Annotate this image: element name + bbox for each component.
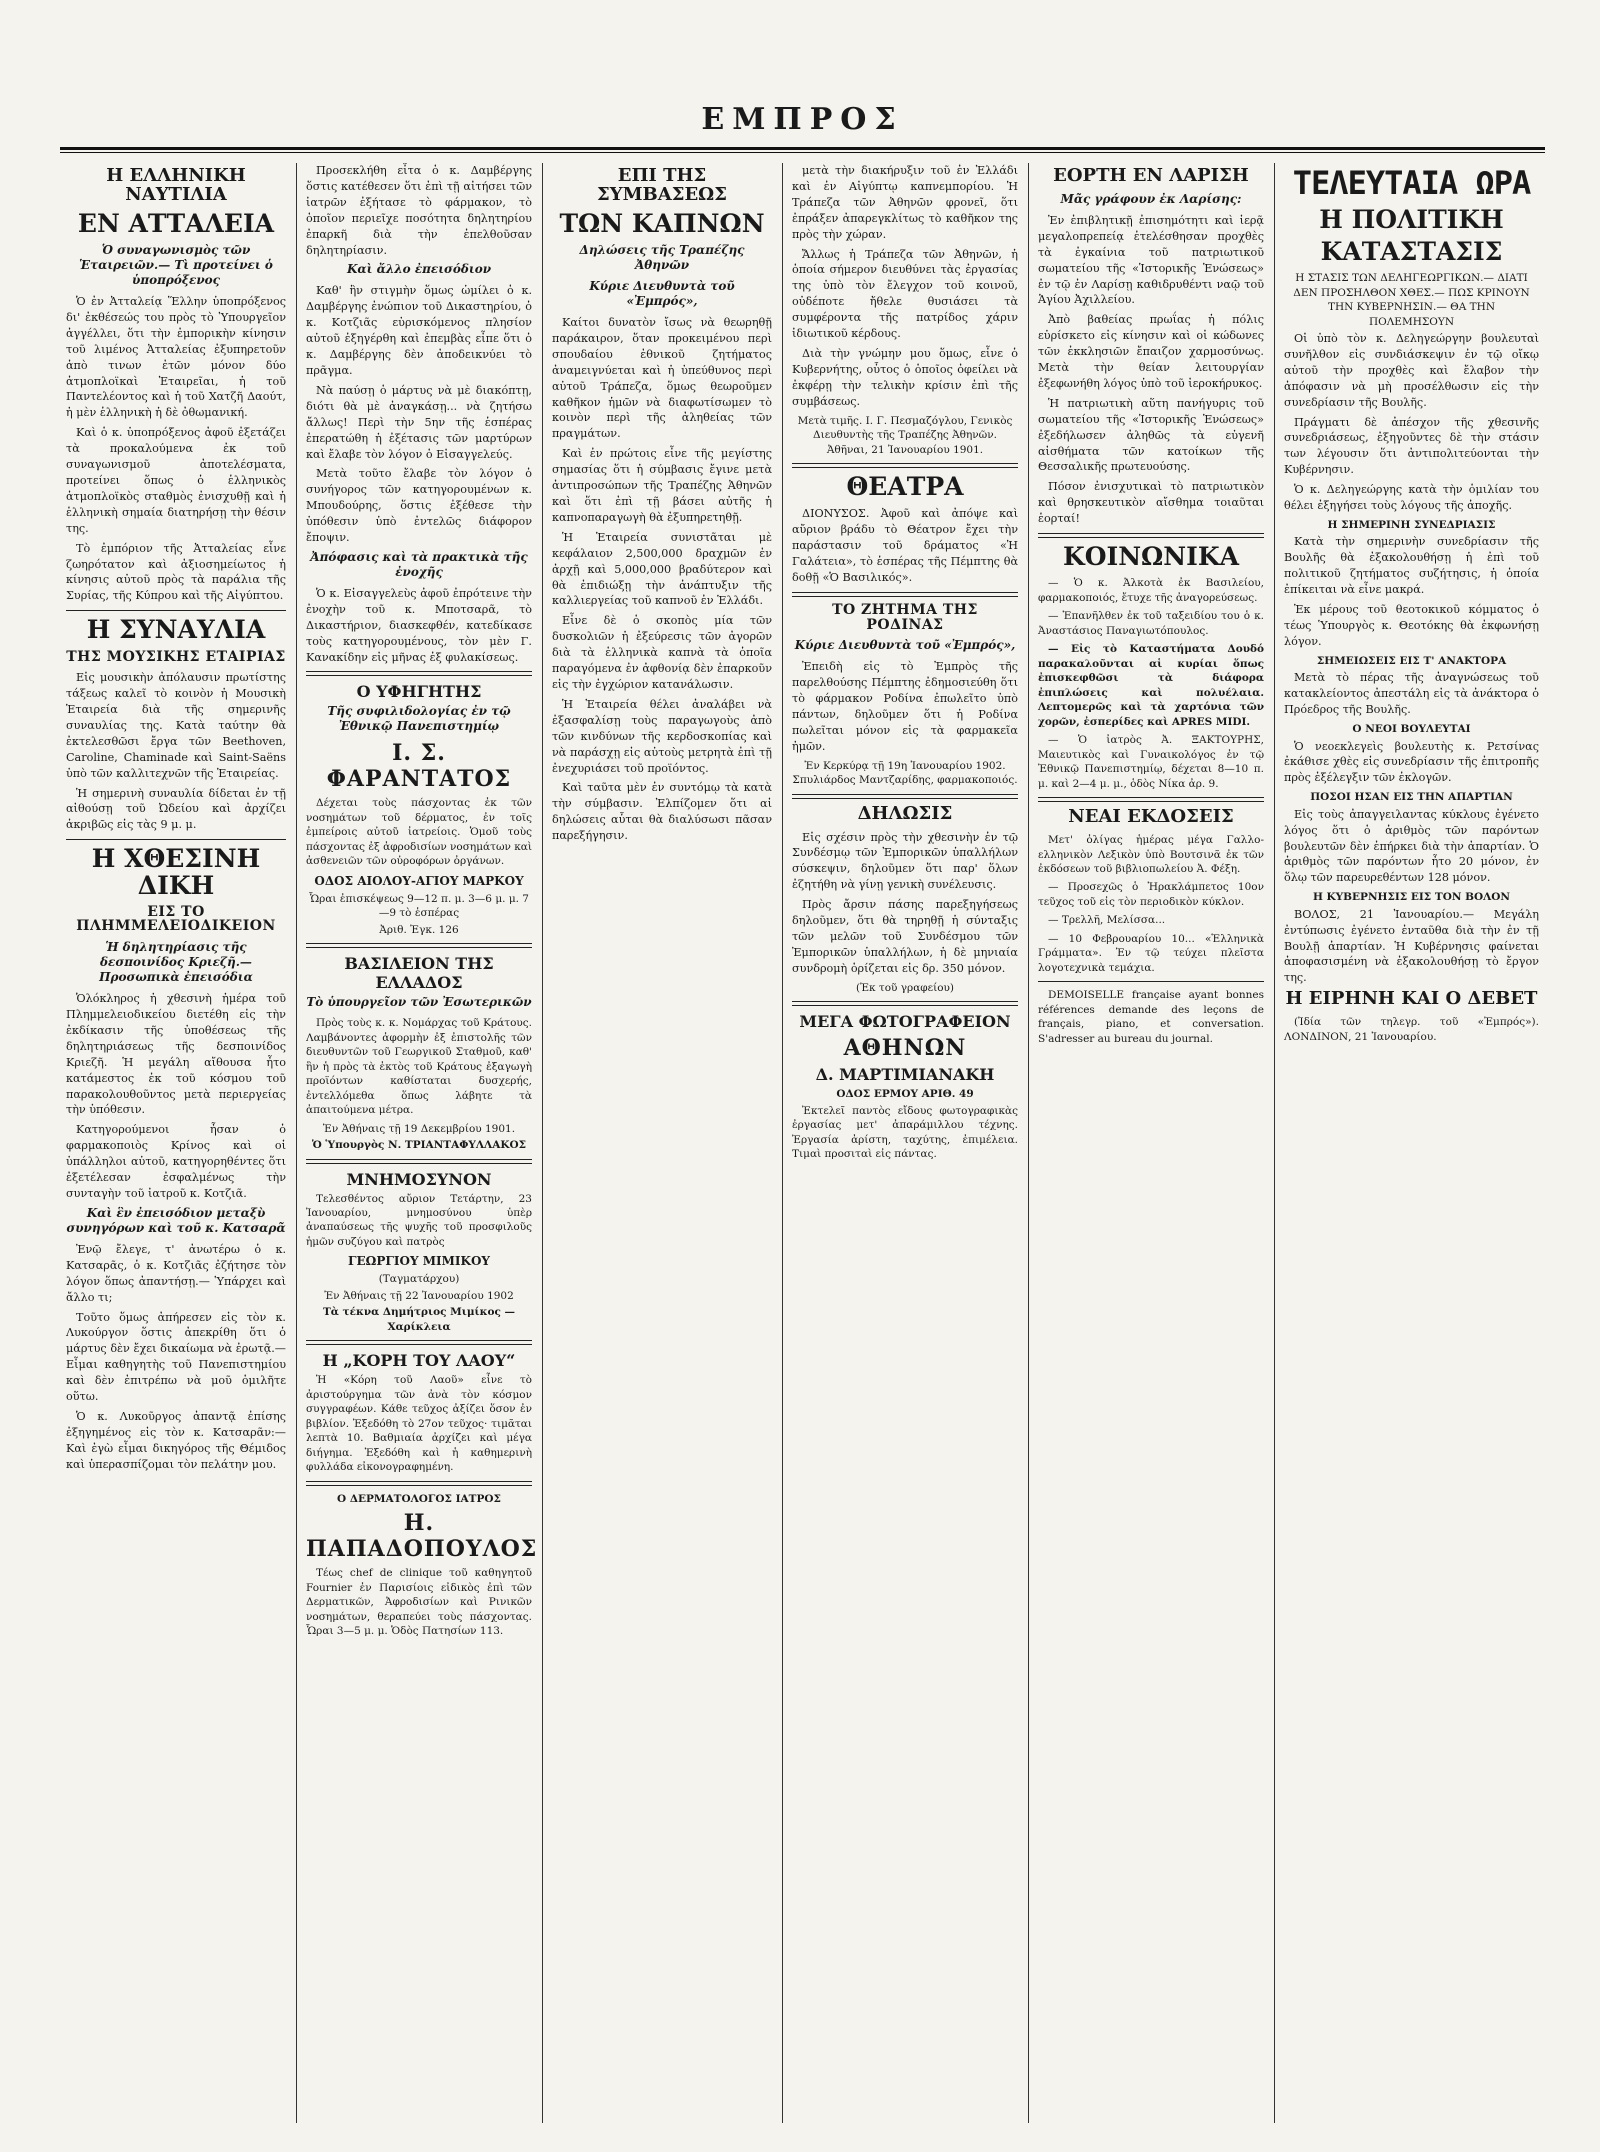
declaration-signature: (Ἐκ τοῦ γραφείου) (855, 981, 955, 994)
article-paragraph: Καὶ ἐν πρώτοις εἶνε τῆς μεγίστης σημασίας ὅτι ἡ σύμβασις ἔγινε μετὰ ἀντιπροσώπων τῆς Τραπέζης Ἀθηνῶν καὶ ὅτι ἐπὶ τῇ βάσει αὐτῆς ἡ καπνοπαραγωγὴ θὰ ἐξυπηρετηθῇ. (552, 447, 772, 524)
article-paragraph: (Ἰδία τῶν τηλεγρ. τοῦ «Ἐμπρός»). ΛΟΝΔΙΝΟΝ, 21 Ἰανουαρίου. (1284, 1016, 1539, 1043)
article-paragraph: Κατηγορούμενοι ἦσαν ὁ φαρμακοποιὸς Κρίνος καὶ οἱ ὑπάλληλοι αὐτοῦ, κατηγορηθέντες ὅτι ἐξετέλεσαν ἐσφαλμένως τὴν συνταγὴν τοῦ ἰατροῦ κ. Κοτζιᾶ. (66, 1123, 286, 1200)
notice-signature: Ὁ Ὑπουργὸς Ν. ΤΡΙΑΝΤΑΦΥΛΛΑΚΟΣ (311, 1139, 527, 1152)
notice-title: ΒΑΣΙΛΕΙΟΝ ΤΗΣ ΕΛΛΑΔΟΣ (344, 954, 494, 993)
column-2 (300, 163, 538, 2123)
article-paragraph: Μετὰ τὸ πέρας τῆς ἀναγνώσεως τοῦ κατακλείοντος ἀπεστάλη εἰς τὰ ἀνάκτορα ὁ Πρόεδρος τῆς Βουλῆς. (1284, 671, 1539, 717)
article-paragraph: Ἡ Ἑταιρεία θέλει ἀναλάβει νὰ ἐξασφαλίσῃ τοὺς παραγωγοὺς ἀπὸ τῶν κινδύνων τῆς κερδοσκοπίας καὶ νὰ παράσχῃ εἰς αὐτοὺς μετρητὰ ἐπὶ τῇ ἐνεχυριάσει τοῦ προϊόντος. (552, 697, 772, 775)
ad-name: Δ. ΜΑΡΤΙΜΙΑΝΑΚΗ (815, 1065, 995, 1085)
headline-larisa: ΕΟΡΤΗ ΕΝ ΛΑΡΙΣΗ (1053, 165, 1249, 186)
section-heading: ΣΗΜΕΙΩΣΕΙΣ ΕΙΣ Τ' ΑΝΑΚΤΟΡΑ (1316, 654, 1507, 667)
memorial-signature: Τὰ τέκνα Δημήτριος Μιμίκος — Χαρίκλεια (322, 1306, 516, 1333)
column-divider (782, 163, 783, 2123)
article-paragraph: Προσεκλήθη εἶτα ὁ κ. Δαμβέργης ὅστις κατέθεσεν ὅτι ἐπὶ τῇ αἰτήσει τῶν ἰατρῶν ἐξήτασε τὸ φάρμακον, τὸ ὁποῖον περιεῖχε ποσότητα δηλητηρίου ἐπαρκῆ διὰ τὴν ἐπελθοῦσαν δηλητηρίασιν. (306, 164, 532, 257)
headline-politics: Η ΠΟΛΙΤΙΚΗ (1319, 204, 1504, 234)
headline-tobacco-sub: ΤΩΝ ΚΑΠΝΩΝ (559, 208, 765, 238)
ad-title: Ο ΥΦΗΓΗΤΗΣ (356, 682, 482, 702)
article-paragraph: Πόσον ἐνισχυτικαὶ τὸ πατριωτικὸν καὶ θρησκευτικὸν αἴσθημα τοιαῦται ἑορταί! (1038, 480, 1264, 526)
article-paragraph: Εἶνε δὲ ὁ σκοπὸς μία τῶν δυσκολιῶν ἡ ἐξεύρεσις τῶν ἀγορῶν διὰ τὰ ἑλληνικὰ καπνὰ τὰ ὁποῖα παραγόμενα ἐν ἀφθονίᾳ δὲν ἐπαρκοῦν εἰς τὴν ἐγχώριον κατανάλωσιν. (552, 614, 772, 691)
headline-rodina: ΤΟ ΖΗΤΗΜΑ ΤΗΣ ΡΟΔΙΝΑΣ (832, 601, 978, 633)
notice-body: Πρὸς τοὺς κ. κ. Νομάρχας τοῦ Κράτους. Λαμβάνοντες ἀφορμὴν ἐξ ἐπιστολῆς τῶν διευθυντῶν τοῦ Γεωργικοῦ Σταθμοῦ, καθ' ἣν ἡ πρὸς τὰ ἐκτὸς τοῦ Κράτους ἐξαγωγὴ προϊόντων καθίσταται δυσχερής, ἐντελλόμεθα ὅπως λάβητε τὰ ἀπαιτούμενα μέτρα. (306, 1017, 532, 1117)
news-item: — Ὁ κ. Ἀλκοτὰ ἐκ Βασιλείου, φαρμακοποιός, ἔτυχε τῆς ἀναγορεύσεως. (1038, 577, 1264, 604)
ad-body: Τέως chef de clinique τοῦ καθηγητοῦ Fournier ἐν Παρισίοις εἰδικὸς ἐπὶ τῶν Δερματικῶν, Ἀφροδισίων καὶ Ρινικῶν νοσημάτων, θεραπεύει τοὺς πάσχοντας. Ὧραι 3—5 μ. μ. Ὁδὸς Πατησίων 113. (306, 1567, 532, 1637)
article-paragraph: Καὶ ταῦτα μὲν ἐν συντόμῳ τὰ κατὰ τὴν σύμβασιν. Ἐλπίζομεν ὅτι αἱ δηλώσεις αὗται θὰ διαλύσωσι πᾶσαν παρεξήγησιν. (552, 781, 772, 843)
headline-last-hour: ΤΕΛΕΥΤΑΙΑ ΩΡΑ (1292, 164, 1531, 202)
ad-name: Η. ΠΑΠΑΔΟΠΟΥΛΟΣ (306, 1510, 538, 1563)
advertisement-doctor (306, 1492, 538, 1639)
letter-salutation: Κύριε Διευθυντὰ τοῦ «Ἐμπρός», (794, 638, 1016, 653)
notice-subtitle: Τὸ ὑπουργεῖον τῶν Ἐσωτερικῶν (306, 995, 532, 1010)
letter-signature: Ἐν Κερκύρᾳ τῇ 19η Ἰανουαρίου 1902. Σπυλιάρδος Μαντζαρίδης, φαρμακοποιός. (792, 759, 1018, 787)
subheadline: Καὶ ἄλλο ἐπεισόδιον (346, 262, 492, 277)
divider (1038, 533, 1264, 538)
advertisement-novel (306, 1351, 532, 1474)
masthead (60, 95, 1545, 145)
ad-address: ΟΔΟΣ ΑΙΟΛΟΥ-ΑΓΙΟΥ ΜΑΡΚΟΥ (314, 873, 524, 888)
divider (792, 592, 1018, 597)
section-heading: ΠΟΣΟΙ ΗΣΑΝ ΕΙΣ ΤΗΝ ΑΠΑΡΤΙΑΝ (1310, 791, 1513, 804)
article-paragraph: Ὁ νεοεκλεγεὶς βουλευτὴς κ. Ρετσίνας ἐκάθισε χθὲς εἰς συνεδρίασιν τῆς ἐπιτροπῆς πρὸς ἐξέλεγξιν τῶν ἐκλογῶν. (1284, 739, 1539, 785)
subheadline: Δηλώσεις τῆς Τραπέζης Ἀθηνῶν (579, 243, 745, 273)
article-paragraph: Πρὸς ἄρσιν πάσης παρεξηγήσεως δηλοῦμεν, ὅτι θὰ τηρηθῇ ἡ σύνταξις τῶν μελῶν τοῦ Συνδέσμου τῶν Ἐμπορικῶν ὑπαλλήλων, ἡ δὲ μηνιαία συνδρομὴ ὁρίζεται εἰς δρ. 350 μόνον. (792, 898, 1018, 975)
divider (1038, 797, 1264, 802)
headline-shipping: Η ΕΛΛΗΝΙΚΗ ΝΑΥΤΙΛΙΑ (106, 165, 246, 205)
column-5 (1032, 163, 1270, 2123)
column-3 (546, 163, 778, 2123)
headline-tobacco: ΕΠΙ ΤΗΣ ΣΥΜΒΑΣΕΩΣ (597, 165, 727, 205)
article-paragraph: Ὁ κ. Λυκοῦργος ἀπαντᾷ ἐπίσης ἐξηγημένος εἰς τὸν κ. Κατσαρᾶν:— Καὶ ἐγὼ εἶμαι δικηγόρος τῆς Θέμιδος καὶ ὑπερασπίζομαι τὸν πελάτην μου. (66, 1409, 286, 1471)
article-paragraph: Πράγματι δὲ ἀπέσχον τῆς χθεσινῆς συνεδριάσεως, ἐξηγοῦντες δὲ τὴν στάσιν των λέγουσιν ὅτι ἀντιπολιτεύονται τὴν Κυβέρνησιν. (1284, 415, 1539, 477)
subheadline: Ἀπόφασις καὶ τὰ πρακτικὰ τῆς ἐνοχῆς (310, 549, 528, 579)
divider (792, 1001, 1018, 1006)
headline-social: ΚΟΙΝΩΝΙΚΑ (1063, 542, 1239, 572)
ad-body: Ἡ «Κόρη τοῦ Λαοῦ» εἶνε τὸ ἀριστούργημα τῶν ἀνὰ τὸν κόσμον συγγραφέων. Κάθε τεῦχος ἀξίζει ὅσον ἐν βιβλίον. Ἐξεδόθη τὸ 27ον τεῦχος· τιμᾶται λεπτὰ 10. Βαθμιαία ἀρχίζει καὶ μέγα διήγημα. Ἐξεδόθη καὶ ἡ καθημερινὴ φυλλάδα εἰκονογραφημένη. (306, 1374, 532, 1474)
article-paragraph: Εἰς σχέσιν πρὸς τὴν χθεσινὴν ἐν τῷ Συνδέσμῳ τῶν Ἐμπορικῶν ὑπαλλήλων σύσκεψιν, δηλοῦμεν ὅτι παρ' ὅλων ἐζητήθη νὰ γίνῃ γενικὴ συνέλευσις. (792, 830, 1018, 892)
ad-hours: Ὧραι ἐπισκέψεως 9—12 π. μ. 3—6 μ. μ. 7—9 τὸ ἑσπέρας (308, 892, 529, 920)
masthead-title: ΕΜΠΡΟΣ (701, 102, 904, 137)
divider (306, 943, 532, 948)
ad-number: Ἀριθ. Ἐγκ. 126 (379, 923, 459, 936)
headline-concert: Η ΣΥΝΑΥΛΙΑ (86, 615, 266, 645)
advertisement-dermatologist (306, 682, 532, 937)
article-paragraph: Μετὰ τοῦτο ἔλαβε τὸν λόγον ὁ συνήγορος τῶν κατηγορουμένων κ. Μπουδούρης, ὅστις ἐξέθεσε τὴν ὑπόθεσιν ὑπὸ ἐντελῶς διάφορον ἔποψιν. (306, 467, 532, 545)
news-item: — Εἰς τὸ Καταστήματα Δουδό παρακαλοῦνται αἱ κυρίαι ὅπως ἐπισκεφθῶσι τὰ διάφορα ἐπιπλώσεις καὶ πολυέλαια. Λεπτομερῶς καὶ τὰ χαρτόνια τῶν χορῶν, ἐσπερίδες καὶ APRES MIDI. (1038, 643, 1264, 728)
news-item: — Ὁ ἰατρὸς Ἀ. ΞΑΚΤΟΥΡΗΣ, Μαιευτικὸς καὶ Γυναικολόγος ἐν τῷ Ἐθνικῷ Πανεπιστημίῳ, δέχεται 8—10 π. μ. καὶ 2—4 μ. μ., ὁδὸς Νίκα ἀρ. 9. (1038, 734, 1264, 790)
news-item: — 10 Φεβρουαρίου 10... «Ἑλληνικὰ Γράμματα». Ἐν τῷ τεύχει πλεῖστα λογοτεχνικὰ τεμάχια. (1038, 932, 1264, 974)
headline-trial-sub: ΕΙΣ ΤΟ ΠΛΗΜΜΕΛΕΙΟΔΙΚΕΙΟΝ (76, 903, 276, 935)
headline-trial: Η ΧΘΕΣΙΝΗ ΔΙΚΗ (91, 844, 261, 900)
article-paragraph: ΔΙΟΝΥΣΟΣ. Ἀφοῦ καὶ ἀπόψε καὶ αὔριον βράδυ τὸ Θέατρον ἔχει τὴν παράστασιν τοῦ δράματος «Ἡ Γαλάτεια», τὸ ἑσπέρας τῆς Πέμπτης θὰ δοθῇ «Ὁ Βασιλικός». (792, 507, 1018, 584)
ad-line: ΜΕΓΑ ΦΩΤΟΓΡΑΦΕΙΟΝ (799, 1012, 1011, 1032)
memorial-date: Ἐν Ἀθήναις τῇ 22 Ἰανουαρίου 1902 (324, 1289, 514, 1302)
article-paragraph: Ἡ σημερινὴ συναυλία δίδεται ἐν τῇ αἰθούσῃ τοῦ Ὠδείου καὶ ἀρχίζει ἀκριβῶς εἰς τὰς 9 μ. μ. (66, 786, 286, 832)
advertisement-photo-studio (792, 1012, 1018, 1161)
article-paragraph: μετὰ τὴν διακήρυξιν τοῦ ἐν Ἑλλάδι καὶ ἐν Αἰγύπτῳ καπνεμπορίου. Ἡ Τράπεζα τῶν Ἀθηνῶν φρονεῖ, ὅτι ἐπράξεν ἀπαρεγκλίτως τὸ καθῆκον της πρὸς τὴν χώραν. (792, 164, 1018, 241)
article-paragraph: Διὰ τὴν γνώμην μου ὅμως, εἶνε ὁ Κυβερνήτης, οὗτος ὁ ὁποῖος ὀφείλει νὰ ἐκφέρῃ τὴν τελικὴν κρίσιν ἐπὶ τῆς συμβάσεως. (792, 346, 1018, 408)
memorial-name: ΓΕΩΡΓΙΟΥ ΜΙΜΙΚΟΥ (348, 1254, 490, 1269)
memorial-notice (306, 1170, 532, 1335)
article-paragraph: Ὁ ἐν Ἀτταλείᾳ Ἕλλην ὑποπρόξενος δι' ἐκθέσεώς του πρὸς τὸ Ὑπουργεῖον ἀγγέλλει, ὅτι τὴν ἐμπορικὴν κίνησιν τοῦ λιμένος Ἀτταλείας ἐξυπηρετοῦν ἀπὸ τινων ἐτῶν μόνον δύο ἀτμοπλοϊκαὶ Ἑταιρεῖαι, ἡ τοῦ Παντελέοντος καὶ ἡ τοῦ Χατζῆ Δαούτ, ἡ μὲν ἑλληνικὴ ἡ δὲ ὀθωμανική. (66, 295, 286, 420)
article-paragraph: Τὸ ἐμπόριον τῆς Ἀτταλείας εἶνε ζωηρότατον καὶ ἀξιοσημείωτος ἡ κίνησις αὐτοῦ πρὸς τὰ παράλια τῆς Συρίας, τῆς Κύπρου καὶ τῆς Αἰγύπτου. (66, 541, 286, 603)
article-paragraph: Οἱ ὑπὸ τὸν κ. Δεληγεώργην βουλευταὶ συνῆλθον εἰς συνδιάσκεψιν ἐν τῷ οἴκῳ αὐτοῦ τὴν προχθὲς καὶ ἔλαβον τὴν ἀπόφασιν νὰ μὴ προσέλθωσιν εἰς τὴν συνεδρίασιν τῆς Βουλῆς. (1284, 332, 1539, 409)
memorial-title: ΜΝΗΜΟΣΥΝΟΝ (346, 1169, 492, 1189)
headline-declaration: ΔΗΛΩΣΙΣ (857, 802, 953, 824)
memorial-body: Τελεσθέντος αὔριον Τετάρτην, 23 Ἰανουαρίου, μνημοσύνου ὑπὲρ ἀναπαύσεως τῆς ψυχῆς τοῦ προσφιλοῦς ἡμῶν συζύγου καὶ πατρὸς (306, 1192, 532, 1248)
column-divider (1028, 163, 1029, 2123)
headline-concert-sub: ΤΗΣ ΜΟΥΣΙΚΗΣ ΕΤΑΙΡΙΑΣ (66, 648, 286, 665)
letter-salutation: Κύριε Διευθυντὰ τοῦ «Ἐμπρός», (589, 279, 735, 309)
article-paragraph: Ἐκ μέρους τοῦ θεοτοκικοῦ κόμματος ὁ τέως Ὑπουργὸς κ. Θεοτόκης θὰ ἐκφωνήσῃ λόγον. (1284, 603, 1539, 648)
ad-body: Ἐκτελεῖ παντὸς εἴδους φωτογραφικὰς ἐργασίας μετ' ἀπαράμιλλου τέχνης. Ἐργασία ἀρίστη, ταχύτης, ἐπιμέλεια. Τιμαὶ προσιταὶ εἰς πάντας. (792, 1104, 1018, 1161)
headline-attaleia: ΕΝ ΑΤΤΑΛΕΙΑ (77, 208, 275, 238)
divider (306, 671, 532, 676)
subheadline: Ὁ συναγωνισμὸς τῶν Ἑταιρειῶν.— Τὶ προτείνει ὁ ὑποπρόξενος (79, 243, 273, 288)
headline-peace: Η ΕΙΡΗΝΗ ΚΑΙ Ο ΔΕΒΕΤ (1285, 988, 1538, 1010)
article-paragraph: Ἐνῷ ἔλεγε, τ' ἀνωτέρω ὁ κ. Κατσαρᾶς, ὁ κ. Κοτζιᾶς ἐζήτησε τὸν λόγον ὅπως ἀπαντήσῃ.— Ὑπάρχει καὶ ἄλλο τι; (66, 1242, 286, 1304)
notice-kingdom (306, 954, 532, 1152)
column-divider (296, 163, 297, 2123)
article-paragraph: Τοῦτο ὅμως ἀπήρεσεν εἰς τὸν κ. Λυκούργον ὅστις ἀπεκρίθη ὅτι ὁ μάρτυς δὲν ἔχει δικαίωμα νὰ ἐρωτᾷ.— Εἶμαι καθηγητὴς τοῦ Πανεπιστημίου καὶ δὲν ἐπιτρέπω νὰ μοῦ ὁμιλῆτε οὕτω. (66, 1310, 286, 1404)
column-4 (786, 163, 1024, 2123)
section-heading: Η ΣΗΜΕΡΙΝΗ ΣΥΝΕΔΡΙΑΣΙΣ (1327, 519, 1496, 531)
article-paragraph: Ἄλλως ἡ Τράπεζα τῶν Ἀθηνῶν, ἡ ὁποία σήμερον διευθύνει τὰς ἐργασίας της ὑπὸ τὸν ἔλεγχον τοῦ κοινοῦ, οὐδέποτε ἤθελε θυσιάσει τὰ συμφέροντα τῆς πατρίδος χάριν ἰδιωτικοῦ κέρδους. (792, 247, 1018, 341)
headline-new-publications: ΝΕΑΙ ΕΚΔΟΣΕΙΣ (1068, 806, 1234, 828)
memorial-rank: (Ταγματάρχου) (378, 1273, 460, 1286)
column-divider (542, 163, 543, 2123)
subheadline: Η ΣΤΑΣΙΣ ΤΩΝ ΔΕΛΗΓΕΩΡΓΙΚΩΝ.— ΔΙΑΤΙ ΔΕΝ ΠΡΟΣΗΛΘΟΝ ΧΘΕΣ.— ΠΩΣ ΚΡΙΝΟΥΝ ΤΗΝ ΚΥΒΕΡΝΗΣΙΝ.— ΘΑ ΤΗΝ ΠΟΛΕΜΗΣΟΥΝ (1293, 272, 1530, 328)
section-heading: Ο ΝΕΟΙ ΒΟΥΛΕΥΤΑΙ (1352, 723, 1471, 736)
divider (792, 794, 1018, 799)
article-paragraph: Ὁλόκληρος ἡ χθεσινὴ ἡμέρα τοῦ Πλημμελειοδικείου διετέθη εἰς τὴν ἐκδίκασιν τῆς ὑποθέσεως τῆς δηλητηριάσεως τῆς δεσποινίδος Κριεζῆ. Ἡ μεγάλη αἴθουσα ἦτο κατάμεστος ἐκ τοῦ κόσμου τοῦ παρακολουθοῦντος μετὰ περιεργείας τὴν ὑπόθεσιν. (66, 992, 286, 1117)
article-paragraph: Κατὰ τὴν σημερινὴν συνεδρίασιν τῆς Βουλῆς θὰ ἐξακολουθήσῃ ἡ ἐπὶ τοῦ πολιτικοῦ ζητήματος συζήτησις, ἡ ὁποία ἐπίκειται νὰ εἶνε μακρά. (1284, 535, 1539, 597)
article-paragraph: Ἡ Ἑταιρεία συνιστᾶται μὲ κεφάλαιον 2,500,000 δραχμῶν ἐν ἀρχῇ καὶ 5,000,000 βραδύτερον καὶ θὰ ἐπιδιώξῃ τὴν ἀνάπτυξιν τῆς καλλιεργείας τοῦ καπνοῦ ἐν Ἑλλάδι. (552, 530, 772, 608)
ad-name: Ι. Σ. ΦΑΡΑΝΤΑΤΟΣ (326, 740, 512, 793)
classified-ad: DEMOISELLE française ayant bonnes références demande des leçons de français, piano, et conversation. S'adresser au bureau du journal. (1038, 989, 1264, 1045)
divider (1038, 981, 1264, 982)
ad-body: Δέχεται τοὺς πάσχοντας ἐκ τῶν νοσημάτων τοῦ δέρματος, ἐν τοῖς ἐμπείροις αὐτοῦ ἰατρείοις. Ὁμοῦ τοὺς πάσχοντας ἐξ ἀφροδισίων νοσημάτων καὶ ἀσθενειῶν τῶν οὐροφόρων ὀργάνων. (306, 797, 532, 868)
article-paragraph: Καθ' ἣν στιγμὴν ὅμως ὡμίλει ὁ κ. Δαμβέργης ἐνώπιον τοῦ Δικαστηρίου, ὁ κ. Κοτζιᾶς εὑρισκόμενος πλησίον αὐτοῦ ἐξηγέρθη καὶ ἐπεμβὰς εἶπε ὅτι ὁ κ. Δαμβέργης δὲν ἀποδεικνύει τὸ πρᾶγμα. (306, 284, 532, 377)
headline-theatres: ΘΕΑΤΡΑ (846, 472, 964, 502)
ad-title: Η „ΚΟΡΗ ΤΟΥ ΛΑΟΥ“ (322, 1351, 516, 1371)
article-paragraph: Νὰ παύσῃ ὁ μάρτυς νὰ μὲ διακόπτῃ, διότι θὰ μὲ ἀναγκάσῃ... νὰ ζητήσω ἄλλως! Περὶ τὴν 5ην τῆς ἑσπέρας ἐπερατώθη ἡ ἐξέτασις τῶν μαρτύρων καὶ ἔλαβε τὸν λόγον ὁ Εἰσαγγελεύς. (306, 383, 532, 461)
ad-subtitle: Τῆς συφιλιδολογίας ἐν τῷ Ἐθνικῷ Πανεπιστημίῳ (327, 704, 511, 734)
notice-date: Ἐν Ἀθήναις τῇ 19 Δεκεμβρίου 1901. (322, 1122, 516, 1135)
divider (306, 1481, 532, 1486)
ad-address: ΟΔΟΣ ΕΡΜΟΥ ΑΡΙΘ. 49 (836, 1088, 974, 1101)
article-paragraph: Εἰς τοὺς ἀπαγγειλαντας κύκλους ἐγένετο λόγος ὅτι ὁ ἀριθμὸς τῶν παρόντων βουλευτῶν δὲν ἐπήρκει διὰ τὴν ἀπαρτίαν. Ὁ ἀριθμὸς τῶν παρόντων ἦτο 20 μόνον, ἐν ὅλῳ τῶν παρευρεθέντων 128 μόνον. (1284, 807, 1539, 885)
divider (306, 1340, 532, 1345)
letter-signature: Μετὰ τιμῆς. Ι. Γ. Πεσμαζόγλου, Γενικὸς Διευθυντὴς τῆς Τραπέζης Ἀθηνῶν. Ἀθῆναι, 21 Ἰανουαρίου 1901. (797, 414, 1013, 456)
article-paragraph: Εἰς μουσικὴν ἀπόλαυσιν πρωτίστης τάξεως καλεῖ τὸ κοινὸν ἡ Μουσικὴ Ἑταιρεία διὰ τῆς σημερινῆς συναυλίας της. Κατὰ ταύτην θὰ ἐκτελεσθῶσι ἔργα τῶν Beethoven, Caroline, Chaminade καὶ Saint-Saëns ὑπὸ τῶν καλλιτεχνῶν τῆς Ἑταιρείας. (66, 671, 286, 780)
subheadline: Καὶ ἓν ἐπεισόδιον μεταξὺ συνηγόρων καὶ τοῦ κ. Κατσαρᾶ (66, 1205, 286, 1235)
article-paragraph: Ὁ κ. Δεληγεώργης κατὰ τὴν ὁμιλίαν του θέλει ἐξηγήσει τοὺς λόγους τῆς ἀποχῆς. (1284, 483, 1539, 513)
news-item: — Τρελλῆ, Μελίσσα... (1048, 914, 1166, 927)
article-paragraph: Ἡ πατριωτικὴ αὕτη πανήγυρις τοῦ σωματείου τῆς «Ἱστορικῆς Ἑνώσεως» ἐξεδήλωσεν ἀληθῶς τὰ εὐγενῆ αἰσθήματα τῶν κατοίκων τῆς Θεσσαλικῆς πρωτευούσης. (1038, 396, 1264, 474)
divider (792, 463, 1018, 468)
newspaper-page (60, 95, 1545, 2125)
news-item: — Ἐπανῆλθεν ἐκ τοῦ ταξειδίου του ὁ κ. Ἀναστάσιος Παναγιωτόπουλος. (1038, 610, 1264, 637)
article-paragraph: Ἐπειδὴ εἰς τὸ Ἐμπρὸς τῆς παρελθούσης Πέμπτης ἐδημοσιεύθη ὅτι τὸ φάρμακον Ροδίνα ἐπωλεῖτο ὑπὸ πάντων, δηλοῦμεν ὅτι ἡ Ροδίνα πωλεῖται μόνον εἰς τὰ φαρμακεῖα ἡμῶν. (792, 660, 1018, 753)
divider (66, 610, 286, 611)
ad-title: Ο ΔΕΡΜΑΤΟΛΟΓΟΣ ΙΑΤΡΟΣ (337, 1492, 501, 1505)
news-item: Μετ' ὀλίγας ἡμέρας μέγα Γαλλο-ελληνικὸν Λεξικὸν ὑπὸ Βουτσινᾶ ἐκ τῶν ἐκδόσεων τοῦ βιβλιοπωλείου Ἀ. Φέξη. (1038, 834, 1264, 875)
article-paragraph: Καίτοι δυνατὸν ἴσως νὰ θεωρηθῇ παράκαιρον, ὅταν προκειμένου περὶ σπουδαίου ἐθνικοῦ ζητήματος ἀναμειγνύεται καὶ ἡ ὑπεύθυνος περὶ αὐτοῦ Τράπεζα, ὅμως θεωροῦμεν καθῆκον ἡμῶν νὰ διαφωτίσωμεν τὸ κοινὸν περὶ τῆς ἀληθείας τῶν πραγμάτων. (552, 316, 772, 441)
masthead-rule (60, 147, 1545, 150)
subheadline: Μᾶς γράφουν ἐκ Λαρίσης: (1060, 191, 1242, 206)
divider (66, 839, 286, 840)
article-paragraph: Ὁ κ. Εἰσαγγελεὺς ἀφοῦ ἐπρότεινε τὴν ἐνοχὴν τοῦ κ. Μποτσαρᾶ, τὸ Δικαστήριον, διασκεφθέν, κατεδίκασε τοὺς κατηγορουμένους, τὸν μὲν Γ. Κανακίδην εἰς μῆνας ἐξ φυλακίσεως. (306, 586, 532, 664)
subheadline: Ἡ δηλητηρίασις τῆς δεσποινίδος Κριεζῆ.— Προσωπικὰ ἐπεισόδια (99, 940, 253, 985)
news-item: — Προσεχῶς ὁ Ἠρακλάμπετος 10ον τεῦχος τοῦ εἰς τὸν περιοδικὸν κύκλον. (1038, 881, 1264, 908)
headline-situation: ΚΑΤΑΣΤΑΣΙΣ (1320, 236, 1503, 266)
divider (306, 1159, 532, 1164)
column-6 (1278, 163, 1545, 2123)
article-paragraph: Ἀπὸ βαθείας πρωΐας ἡ πόλις εὑρίσκετο εἰς κίνησιν καὶ οἱ κώδωνες τῶν ἐκκλησιῶν ἔπαιζον χαρμοσύνως. Μετὰ τὴν θείαν λειτουργίαν ἐξεφωνήθη λόγος ὑπὸ τοῦ ἱεροκήρυκος. (1038, 313, 1264, 390)
article-paragraph: ΒΟΛΟΣ, 21 Ἰανουαρίου.— Μεγάλη ἐντύπωσις ἐγένετο ἐνταῦθα διὰ τὴν ἐν τῇ Βουλῇ ἀπαρτίαν. Ἡ Κυβέρνησις φαίνεται ἀποφασισμένη νὰ ἐξακολουθήσῃ τὸ ἔργον της. (1284, 907, 1539, 985)
column-divider (1274, 163, 1275, 2123)
masthead-rule-thin (60, 152, 1545, 153)
section-heading: Η ΚΥΒΕΡΝΗΣΙΣ ΕΙΣ ΤΟΝ ΒΟΛΟΝ (1312, 891, 1511, 904)
article-paragraph: Καὶ ὁ κ. ὑποπρόξενος ἀφοῦ ἐξετάζει τὰ προκαλούμενα ἐκ τοῦ συναγωνισμοῦ ἀποτελέσματα, προτείνει ὅπως ὁ ἑλληνικὸς ἀτμοπλοϊκὸς σταθμὸς ἐνισχυθῇ καὶ ἡ ἑλληνικὴ σημαία διατηρήσῃ τὴν θέσιν της. (66, 426, 286, 535)
column-1 (60, 163, 292, 2123)
article-paragraph: Ἐν ἐπιβλητικῇ ἐπισημότητι καὶ ἱερᾷ μεγαλοπρεπείᾳ ἐτελέσθησαν προχθὲς τὰ ἐγκαίνια τοῦ πατριωτικοῦ σωματείου τῆς «Ἱστορικῆς Ἑνώσεως» ἐν τῷ ἐν Λαρίσῃ καθιδρυθέντι ναῷ τοῦ Ἁγίου Ἀχιλλείου. (1038, 213, 1264, 307)
ad-line: ΑΘΗΝΩΝ (843, 1035, 967, 1062)
